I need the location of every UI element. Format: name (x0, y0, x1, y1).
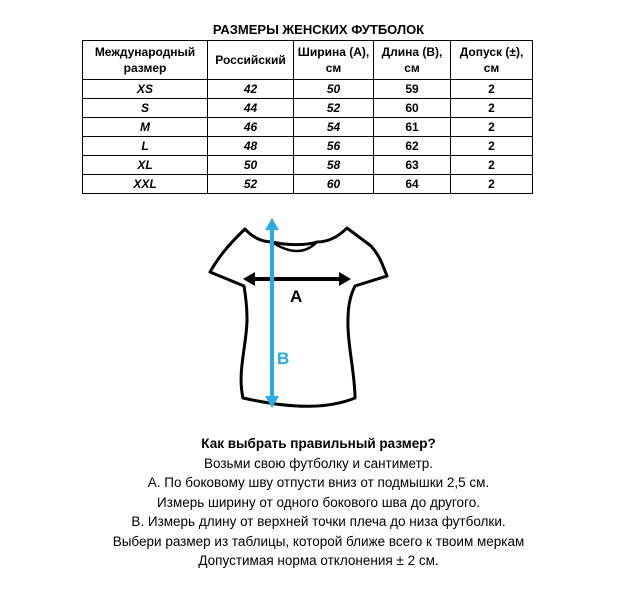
cell-width: 50 (294, 80, 374, 99)
size-instructions (0, 434, 637, 571)
length-arrow-top-head (265, 218, 279, 230)
label-a: A (290, 287, 303, 306)
cell-russian: 48 (208, 137, 294, 156)
instructions-heading: Как выбрать правильный размер? (201, 436, 436, 451)
table-row (83, 156, 533, 175)
cell-tolerance: 2 (451, 99, 533, 118)
page-title: РАЗМЕРЫ ЖЕНСКИХ ФУТБОЛОК (212, 22, 425, 37)
table-row (83, 137, 533, 156)
cell-length: 63 (374, 156, 451, 175)
instruction-line: Выбери размер из таблицы, которой ближе всего к твоим меркам (112, 533, 525, 549)
table-row (83, 118, 533, 137)
table-row (83, 175, 533, 194)
width-arrow-right-head (339, 272, 351, 286)
cell-tolerance: 2 (451, 137, 533, 156)
table-row (83, 80, 533, 99)
cell-international: XL (83, 156, 208, 175)
cell-length: 61 (374, 118, 451, 137)
cell-russian: 42 (208, 80, 294, 99)
cell-width: 60 (294, 175, 374, 194)
cell-international: L (83, 137, 208, 156)
header-width: Ширина (А), см (294, 41, 374, 80)
cell-tolerance: 2 (451, 156, 533, 175)
header-tolerance: Допуск (±), см (451, 41, 533, 80)
table-header-row (83, 41, 533, 80)
cell-width: 56 (294, 137, 374, 156)
cell-width: 52 (294, 99, 374, 118)
cell-length: 60 (374, 99, 451, 118)
size-table (82, 40, 533, 194)
label-b: B (277, 349, 290, 368)
cell-international: S (83, 99, 208, 118)
cell-tolerance: 2 (451, 80, 533, 99)
tshirt-outline (210, 228, 387, 406)
header-length: Длина (В), см (374, 41, 451, 80)
instruction-line: Возьми свою футболку и сантиметр. (203, 455, 434, 471)
instruction-line: В. Измерь длину от верхней точки плеча до низа футболки. (131, 514, 506, 529)
cell-russian: 50 (208, 156, 294, 175)
cell-international: M (83, 118, 208, 137)
tshirt-diagram (205, 214, 405, 414)
cell-length: 59 (374, 80, 451, 99)
header-russian-size: Российский (208, 41, 294, 80)
cell-width: 54 (294, 118, 374, 137)
header-international-size: Международный размер (83, 41, 208, 80)
cell-russian: 52 (208, 175, 294, 194)
cell-length: 62 (374, 137, 451, 156)
cell-length: 64 (374, 175, 451, 194)
cell-international: XXL (83, 175, 208, 194)
table-row (83, 99, 533, 118)
cell-tolerance: 2 (451, 118, 533, 137)
instruction-line: Измерь ширину от одного бокового шва до другого. (157, 494, 480, 510)
instruction-line: А. По боковому шву отпусти вниз от подмышки 2,5 см. (147, 475, 490, 490)
cell-russian: 44 (208, 99, 294, 118)
width-arrow-left-head (243, 272, 255, 286)
cell-width: 58 (294, 156, 374, 175)
cell-tolerance: 2 (451, 175, 533, 194)
instruction-line: Допустимая норма отклонения ± 2 см. (198, 553, 439, 568)
cell-russian: 46 (208, 118, 294, 137)
cell-international: XS (83, 80, 208, 99)
